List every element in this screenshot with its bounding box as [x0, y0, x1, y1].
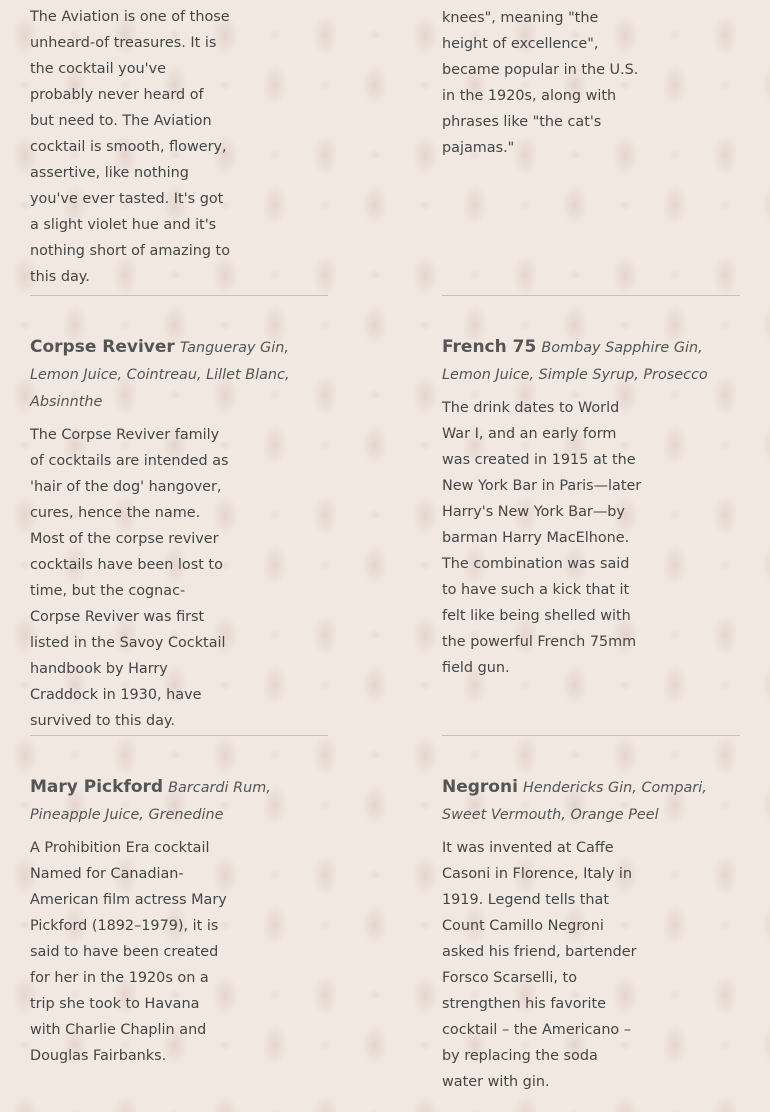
cocktail-name: Corpse Reviver	[30, 337, 175, 357]
aviation-description: The Aviation is one of those unheard-of treasures. It is the cocktail you've probably never heard of but need to. The Aviation cocktail is smooth, flowery, assertive, like nothing you've ever tasted. It's got a slight violet hue and it's nothing short of amazing to this day.	[30, 9, 231, 285]
aviation-entry	[30, 4, 328, 290]
cocktail-ingredients: Hendericks Gin, Compari, Sweet Vermouth, Orange Peel	[442, 780, 707, 823]
cocktail-name: Negroni	[442, 777, 518, 797]
divider	[442, 295, 740, 296]
bees-knees-description: knees", meaning "the height of excellence", became popular in the U.S. in the 1920s, along with phrases like "the cat's pajamas."	[442, 10, 639, 156]
divider	[442, 735, 740, 736]
cocktail-description: The Corpse Reviver family of cocktails are intended as 'hair of the dog' hangover, cures, hence the name. Most of the corpse reviver cocktails have been lost to time, but the cognac-Corpse Reviver was first listed in the Savoy Cocktail handbook by Harry Craddock in 1930, have survived to this day.	[30, 427, 229, 729]
cocktail-heading	[30, 774, 328, 828]
cocktail-description: It was invented at Caffe Casoni in Florence, Italy in 1919. Legend tells that Count Camillo Negroni asked his friend, bartender Forsco Scarselli, to strengthen his favorite cocktail – the Americano – by replacing the soda water with gin.	[442, 840, 637, 1090]
cocktail-heading	[30, 334, 328, 415]
bees-knees-entry	[442, 5, 740, 161]
cocktail-description: A Prohibition Era cocktail Named for Canadian-American film actress Mary Pickford (1892–1979), it is said to have been created for her in the 1920s on a trip she took to Havana with Charlie Chaplin and Douglas Fairbanks.	[30, 840, 227, 1064]
cocktail-heading	[442, 334, 740, 388]
cocktail-corpse-reviver	[30, 334, 328, 734]
cocktail-negroni	[442, 774, 740, 1095]
cocktail-name: Mary Pickford	[30, 777, 164, 797]
cocktail-ingredients: Tangueray Gin, Lemon Juice, Cointreau, Lillet Blanc, Absinnthe	[30, 340, 290, 410]
cocktail-mary-pickford	[30, 774, 328, 1069]
cocktail-heading	[442, 774, 740, 828]
cocktail-ingredients: Barcardi Rum, Pineapple Juice, Grenedine	[30, 780, 271, 823]
cocktail-french-75	[442, 334, 740, 681]
cocktail-name: French 75	[442, 337, 537, 357]
cocktail-description: The drink dates to World War I, and an early form was created in 1915 at the New York Bar in Paris—later Harry's New York Bar—by barman Harry MacElhone. The combination was said to have such a kick that it felt like being shelled with the powerful French 75mm field gun.	[442, 400, 642, 676]
cocktail-ingredients: Bombay Sapphire Gin, Lemon Juice, Simple Syrup, Prosecco	[442, 340, 708, 383]
divider	[30, 295, 328, 296]
divider	[30, 735, 328, 736]
